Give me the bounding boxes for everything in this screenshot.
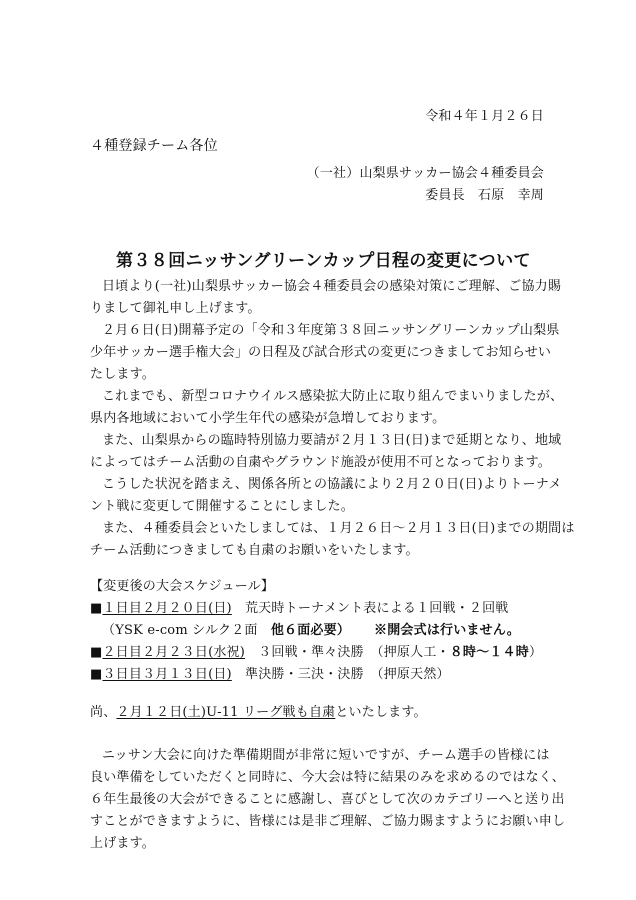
sender-org: （一社）山梨県サッカー協会４種委員会 [306,166,544,181]
body-line: また、４種委員会といたしましては、１月２６日～２月１３日(日)までの期間は [102,521,575,536]
note-suffix: といたします。 [335,705,427,720]
body-line: 県内各地域において小学生年代の感染が急増しております。 [90,411,446,426]
schedule-bullet: ■ [90,645,103,660]
document-date: 令和４年１月２６日 [425,109,544,124]
closing-line: ６年生最後の大会ができることに感謝し、喜びとして次のカテゴリーへと送り出 [90,792,565,807]
body-line: 少年サッカー選手権大会」の日程及び試合形式の変更につきましてお知らせい [90,345,552,360]
note-prefix: 尚、 [90,705,117,720]
schedule-day1-venue-line [102,623,520,639]
body-line: たします。 [90,367,155,382]
schedule-day1 [90,601,509,617]
recipient: ４種登録チーム各位 [90,138,218,154]
body-line: また、山梨県からの臨時特別協力要請が２月１３日(日)まで延期となり、地域 [102,433,562,448]
sender-person: 委員長 石原 幸周 [425,188,544,203]
body-line: こうした状況を踏まえ、関係各所との協議により２月２０日(日)よりトーナメ [102,477,562,492]
schedule-day1-note: ※開会式は行いません。 [374,623,520,638]
schedule-day3-desc: 準決勝・三決・決勝 （押原天然） [231,667,450,682]
closing-line: すことができますように、皆様には是非ご理解、ご協力賜ますようにお願い申し [90,814,566,829]
body-line: りまして御礼申し上げます。 [90,301,261,316]
schedule-day2-date: ２日目２月２３日(水祝) [102,645,246,660]
schedule-day2-close: ） [528,645,543,660]
closing-line: 良い準備をしていただくと同時に、今大会は特に結果のみを求めるのではなく、 [90,770,565,785]
body-line: これまでも、新型コロナウイルス感染拡大防止に取り組んでまいりましたが、 [102,389,564,404]
schedule-bullet: ■ [90,667,103,682]
schedule-heading: 【変更後の大会スケジュール】 [90,579,275,594]
body-line: 日頃より(一社)山梨県サッカー協会４種委員会の感染対策にご理解、ご協力賜 [102,279,562,294]
schedule-day1-extra: 他６面必要） [270,623,351,638]
schedule-day2 [90,645,542,661]
body-line: ント戦に変更して開催することにしました。 [90,499,355,514]
schedule-day2-time: ８時～１４時 [449,645,529,660]
schedule-day3-date: ３日目３月１３日(日) [102,667,232,682]
note-u11: U-11 リーグ戦も自粛 [206,705,336,720]
note-line [90,705,427,721]
note-date: ２月１２日(土) [116,705,207,720]
schedule-day1-venue: （YSK e-com シルク２面 [102,623,271,638]
body-line: ２月６日(日)開幕予定の「令和３年度第３８回ニッサングリーンカップ山梨県 [102,323,560,338]
schedule-day3 [90,667,450,683]
document-title: 第３８回ニッサングリーンカップ日程の変更について [116,251,531,271]
body-line: によってはチーム活動の自粛やグラウンド施設が使用不可となっております。 [90,455,551,470]
body-line: チーム活動につきましても自粛のお願いをいたします。 [90,543,419,558]
schedule-day1-date: １日目２月２０日(日) [102,601,232,616]
schedule-day1-desc: 荒天時トーナメント表による１回戦・２回戦 [231,601,509,616]
schedule-bullet: ■ [90,601,103,616]
closing-line: ニッサン大会に向けた準備期間が非常に短いですが、チーム選手の皆様には [102,748,550,763]
closing-line: 上げます。 [90,836,155,851]
schedule-day2-desc: ３回戦・準々決勝 （押原人工・ [245,645,450,660]
